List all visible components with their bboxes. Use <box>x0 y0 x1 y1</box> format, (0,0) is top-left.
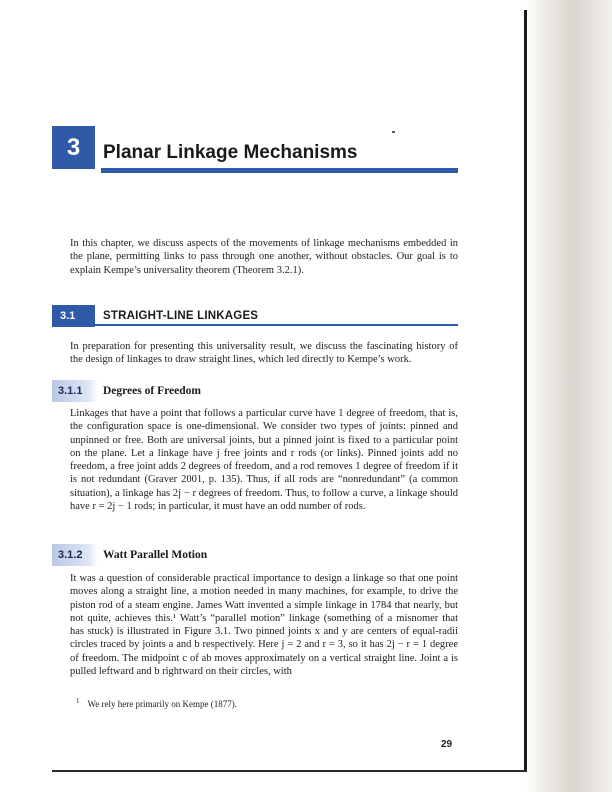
page-number: 29 <box>441 739 453 750</box>
chapter-title-rule <box>101 168 458 173</box>
chapter-intro-paragraph: In this chapter, we discuss aspects of the movements of linkage mechanisms embedded in the plane, permitting links to pass through one another, without obstacles. Our goal is to explain Kempe’s universality theorem (Theorem 3.2.1). <box>70 238 458 276</box>
section-paragraph: In preparation for presenting this universality result, we discuss the fascinating history of the design of linkages to draw straight lines, which led directly to Kempe’s work. <box>70 341 458 366</box>
footnote-marker: 1 <box>76 697 80 705</box>
section-title-rule <box>95 324 458 326</box>
chapter-number-badge: 3 <box>52 126 95 169</box>
subsection-title: Watt Parallel Motion <box>103 549 208 561</box>
scan-speck <box>392 131 395 133</box>
subsection-number-badge: 3.1.1 <box>52 380 98 402</box>
page-bottom-edge <box>52 770 527 772</box>
page-gutter-shadow <box>526 0 612 792</box>
footnote-text: We rely here primarily on Kempe (1877). <box>87 699 237 709</box>
subsection-title: Degrees of Freedom <box>103 385 201 397</box>
chapter-title: Planar Linkage Mechanisms <box>103 142 358 163</box>
subsection-paragraph: Linkages that have a point that follows a particular curve have 1 degree of freedom, that is, the configuration space is one-dimensional. We consider two types of joints: pinned and unpinned or free. Both are universal joints, but a pinned joint is fixed to a particular point on the plane. Let a linkage have j free joints and r rods (or links). Pinned joints add no freedom, a free joint adds 2 degrees of freedom, and a rod removes 1 degree of freedom if it is not redundant (Graver 2001, p. 135). Thus, if all rods are “nonredundant” (a common situation), a linkage has 2j − r degrees of freedom. Thus, to follow a curve, a linkage should have r = 2j − 1 rods; in particular, it must have an odd number of rods. <box>70 408 458 513</box>
subsection-paragraph: It was a question of considerable practical importance to design a linkage so that one point moves along a straight line, a motion needed in many machines, for example, to drive the piston rod of a steam engine. James Watt invented a simple linkage in 1784 that nearly, but not quite, achieves this.¹ Watt’s “parallel motion” linkage (something of a misnomer that has stuck) is illustrated in Figure 3.1. Two pinned joints x and y are centers of equal-radii circles traced by joints a and b respectively. Here j = 2 and r = 3, so it has 2j − r = 1 degree of freedom. The midpoint c of ab moves approximately on a vertical straight line. Joint a is pulled leftward and b rightward on their circles, with <box>70 573 458 678</box>
section-number-badge: 3.1 <box>52 305 95 327</box>
footnote <box>76 697 237 709</box>
section-title: STRAIGHT-LINE LINKAGES <box>103 310 259 322</box>
page-edge <box>524 10 527 772</box>
subsection-number-badge: 3.1.2 <box>52 544 98 566</box>
